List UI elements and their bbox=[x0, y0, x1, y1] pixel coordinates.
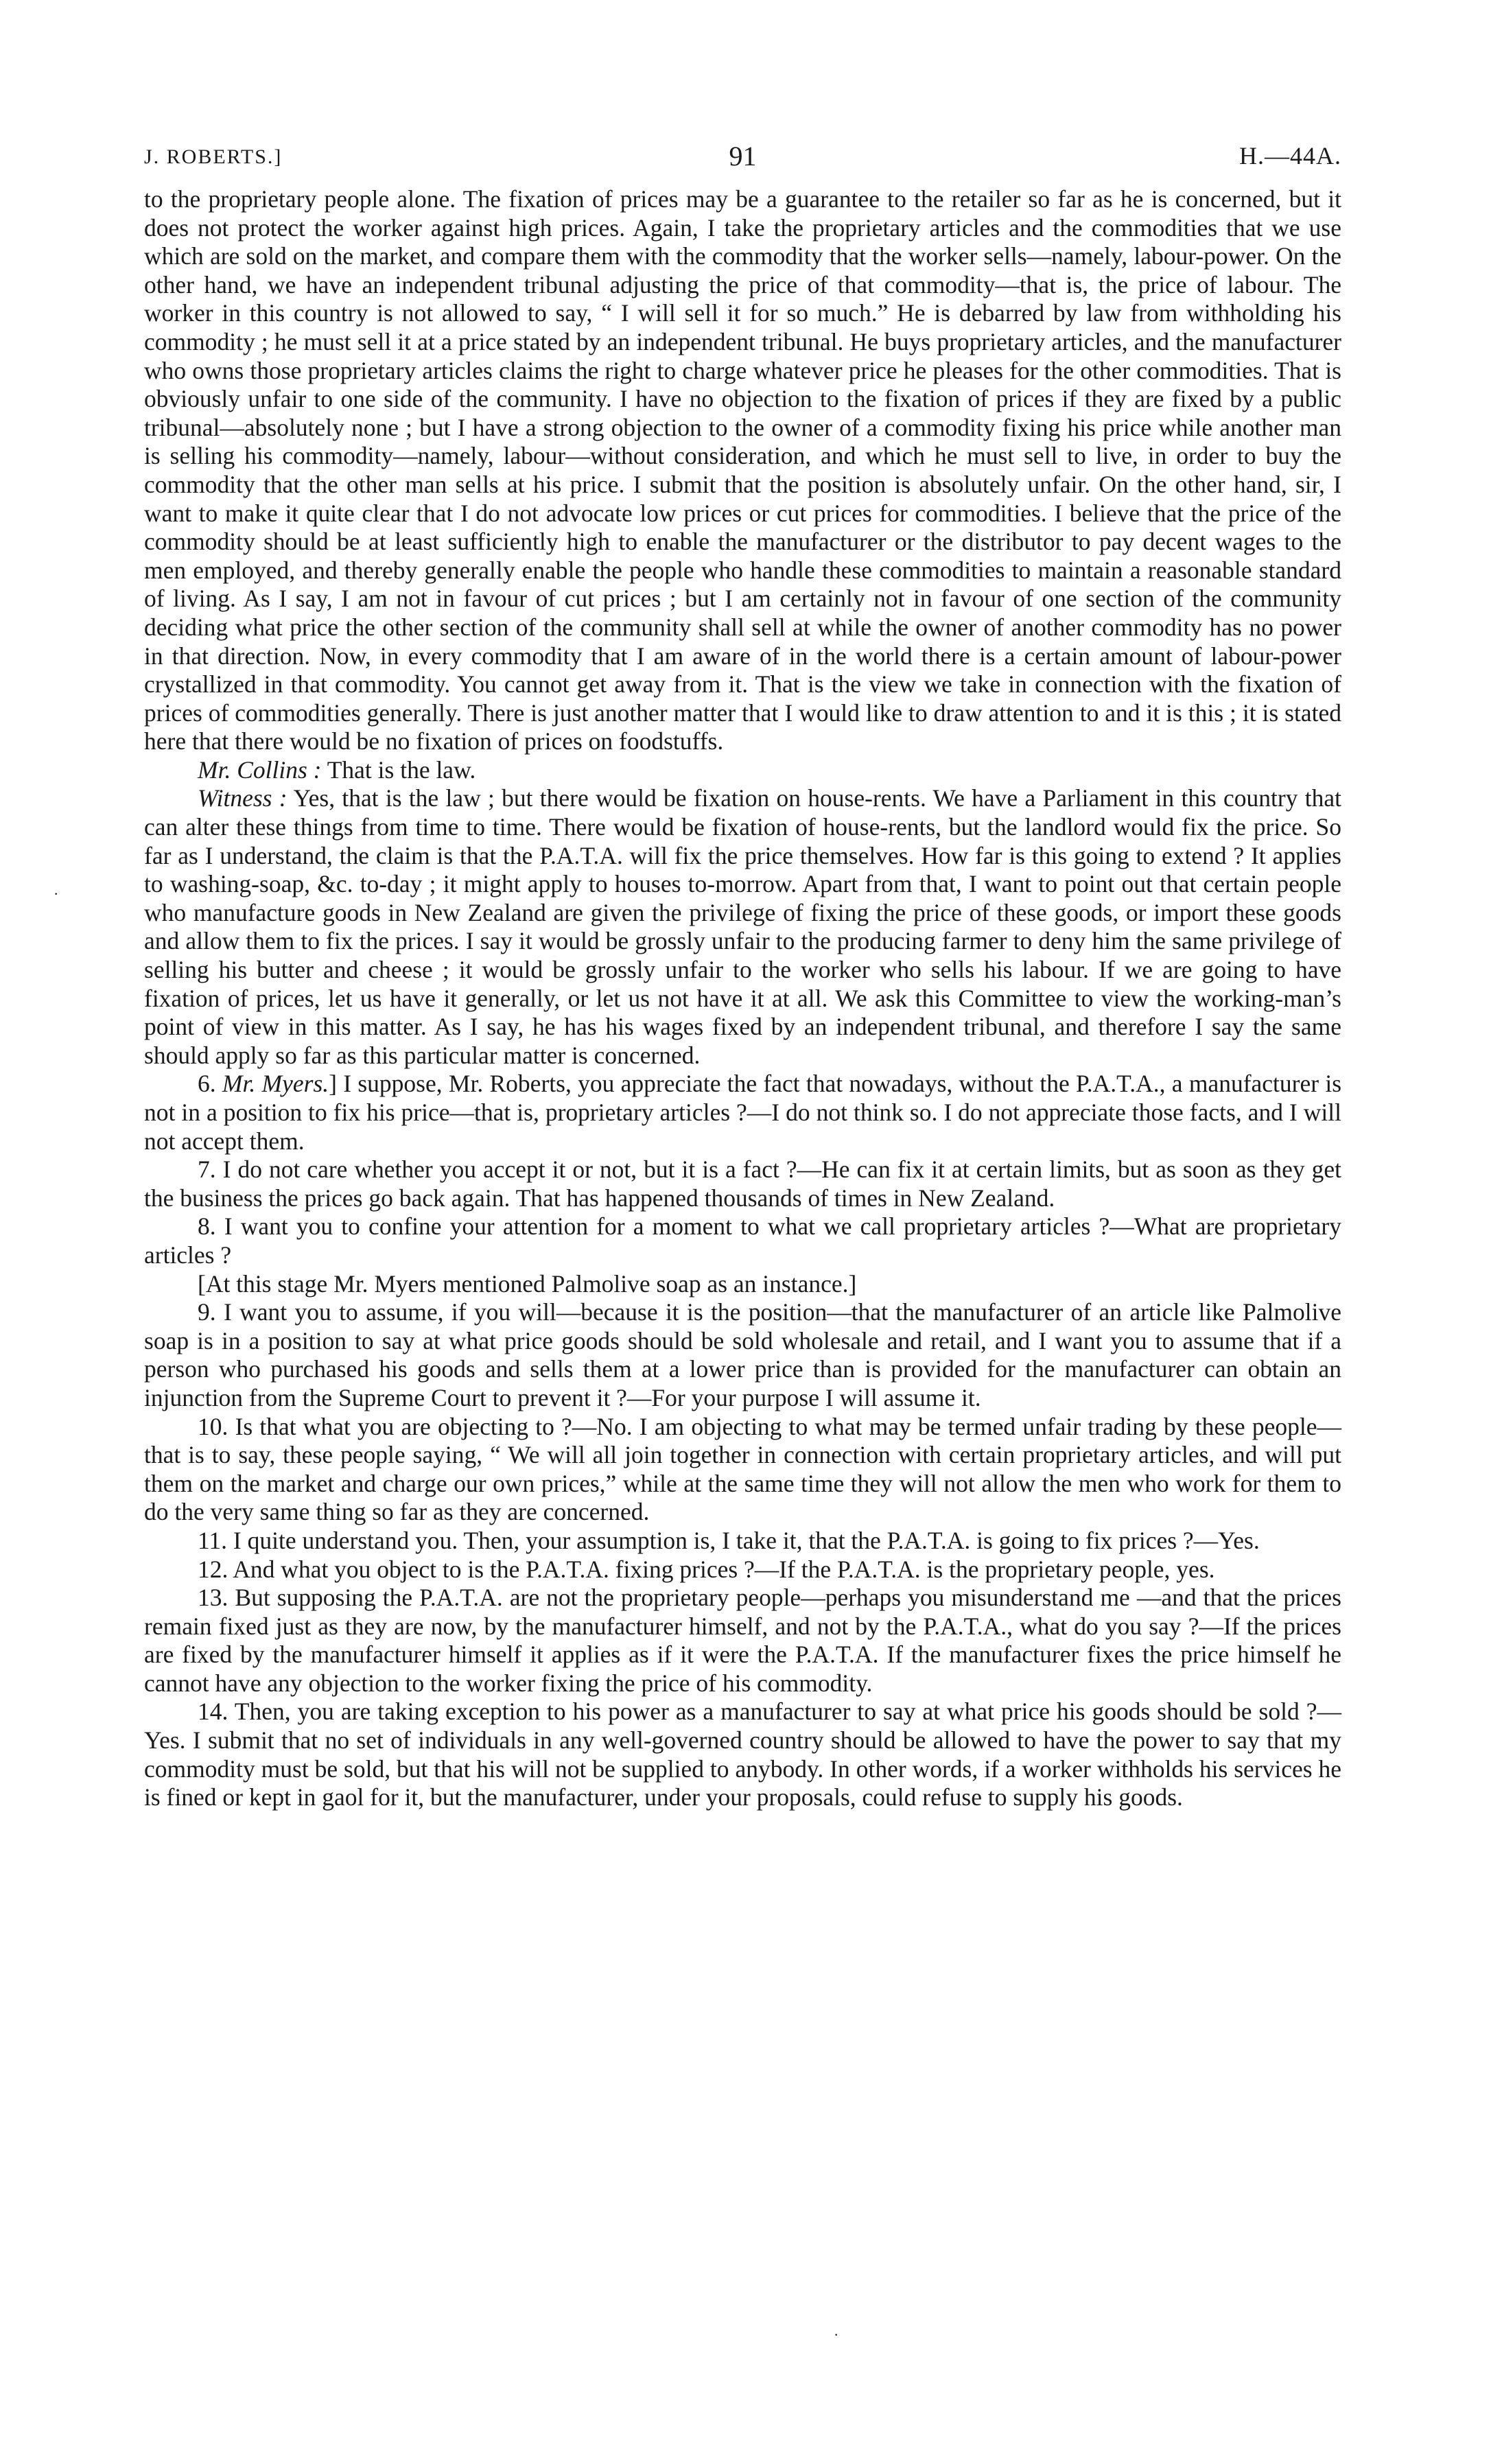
paragraph: to the proprietary people alone. The fixation of prices may be a guarantee to the retailer so far as he is concerned, but it does not protect the worker against high prices. Again, I take the proprietary articles and the commodities that we use which are sold on the market, and compare them with the commodity that the worker sells—namely, labour-power. On the other hand, we have an independent tribunal adjusting the price of that commodity—that is, the price of labour. The worker in this country is not allowed to say, “ I will sell it for so much.” He is debarred by law from withholding his commodity ; he must sell it at a price stated by an independent tribunal. He buys proprietary articles, and the manufacturer who owns those proprietary articles claims the right to charge whatever price he pleases for the other commodities. That is obviously unfair to one side of the community. I have no objection to the fixation of prices if they are fixed by a public tribunal—absolutely none ; but I have a strong objection to the owner of a commodity fixing his price while another man is selling his commodity—namely, labour—without consideration, and which he must sell to live, in order to buy the commodity that the other man sells at his price. I submit that the position is absolutely unfair. On the other hand, sir, I want to make it quite clear that I do not advocate low prices or cut prices for commodities. I believe that the price of the commodity should be at least sufficiently high to enable the manufacturer or the distributor to pay decent wages to the men employed, and thereby generally enable the people who handle these commodities to maintain a reasonable standard of living. As I say, I am not in favour of cut prices ; but I am certainly not in favour of one section of the community deciding what price the other section of the community shall sell at while the owner of another commodity has no power in that direction. Now, in every commodity that I am aware of in the world there is a certain amount of labour-power crystallized in that commodity. You cannot get away from it. That is the view we take in connection with the fixation of prices of commodities generally. There is just another matter that I would like to draw attention to and it is this ; it is stated here that there would be no fixation of prices on foodstuffs. bbox=[144, 185, 1341, 755]
body-text bbox=[144, 185, 1341, 1812]
speaker: Mr. Myers. bbox=[222, 1070, 329, 1098]
speaker: Mr. Collins : bbox=[198, 755, 322, 784]
margin-mark: · bbox=[834, 2326, 839, 2343]
margin-mark: · bbox=[54, 885, 59, 902]
paragraph: 11. I quite understand you. Then, your assumption is, I take it, that the P.A.T.A. is going to fix prices ?—Yes. bbox=[198, 1526, 1260, 1554]
document-reference: H.—44A. bbox=[1239, 142, 1341, 169]
paragraph: Mr. Collins : That is the law. bbox=[198, 755, 476, 784]
paragraph: 6. Mr. Myers.] I suppose, Mr. Roberts, you appreciate the fact that nowadays, without the P.A.T.A., a manufacturer is not in a position to fix his price—that is, proprietary articles ?—I do not think so. I do not appreciate those facts, and I will not accept them. bbox=[144, 1070, 1342, 1155]
page-header bbox=[144, 137, 1341, 185]
document-page bbox=[144, 137, 1341, 1812]
paragraph: [At this stage Mr. Myers mentioned Palmolive soap as an instance.] bbox=[198, 1269, 857, 1298]
speaker: Witness : bbox=[198, 784, 287, 812]
paragraph: 10. Is that what you are objecting to ?—No. I am objecting to what may be termed unfair trading by these people—that is to say, these people saying, “ We will all join together in connection with certain proprietary articles, and will put them on the market and charge our own prices,” while at the same time they will not allow the men who work for them to do the very same thing so far as they are concerned. bbox=[144, 1412, 1341, 1526]
paragraph: 8. I want you to confine your attention for a moment to what we call proprietary articles ?—What are proprietary articles ? bbox=[144, 1212, 1341, 1269]
paragraph: 7. I do not care whether you accept it or not, but it is a fact ?—He can fix it at certain limits, but as soon as they get the business the prices go back again. That has happened thousands of times in New Zealand. bbox=[144, 1155, 1341, 1212]
page-number: 91 bbox=[729, 141, 757, 172]
paragraph: Witness : Yes, that is the law ; but there would be fixation on house-rents. We have a Parliament in this country that can alter these things from time to time. There would be fixation of house-rents, but the landlord would fix the price. So far as I understand, the claim is that the P.A.T.A. will fix the price themselves. How far is this going to extend ? It applies to washing-soap, &c. to-day ; it might apply to houses to-morrow. Apart from that, I want to point out that certain people who manufacture goods in New Zealand are given the privilege of fixing the price of these goods, or import these goods and allow them to fix the prices. I say it would be grossly unfair to the producing farmer to deny him the same privilege of selling his butter and cheese ; it would be grossly unfair to the worker who sells his labour. If we are going to have fixation of prices, let us have it generally, or let us not have it at all. We ask this Committee to view the working-man’s point of view in this matter. As I say, he has his wages fixed by an independent tribunal, and therefore I say the same should apply so far as this particular matter is concerned. bbox=[144, 784, 1341, 1069]
header-witness-name: J. ROBERTS.] bbox=[144, 145, 283, 168]
paragraph: 13. But supposing the P.A.T.A. are not the proprietary people—perhaps you misunderstand me —and that the prices remain fixed just as they are now, by the manufacturer himself, and not by the P.A.T.A., what do you say ?—If the prices are fixed by the manufacturer himself it applies as if it were the P.A.T.A. If the manufacturer fixes the price himself he cannot have any objection to the worker fixing the price of his commodity. bbox=[144, 1584, 1341, 1697]
paragraph: 12. And what you object to is the P.A.T.A. fixing prices ?—If the P.A.T.A. is the proprietary people, yes. bbox=[198, 1555, 1215, 1583]
paragraph: 9. I want you to assume, if you will—because it is the position—that the manufacturer of an article like Palmolive soap is in a position to say at what price goods should be sold wholesale and retail, and I want you to assume that if a person who purchased his goods and sells them at a lower price than is provided for the manufacturer can obtain an injunction from the Supreme Court to prevent it ?—For your purpose I will assume it. bbox=[144, 1298, 1341, 1411]
paragraph: 14. Then, you are taking exception to his power as a manufacturer to say at what price his goods should be sold ?—Yes. I submit that no set of individuals in any well-governed country should be allowed to have the power to say that my commodity must be sold, but that his will not be supplied to anybody. In other words, if a worker withholds his services he is fined or kept in gaol for it, but the manufacturer, under your proposals, could refuse to supply his goods. bbox=[144, 1698, 1341, 1811]
